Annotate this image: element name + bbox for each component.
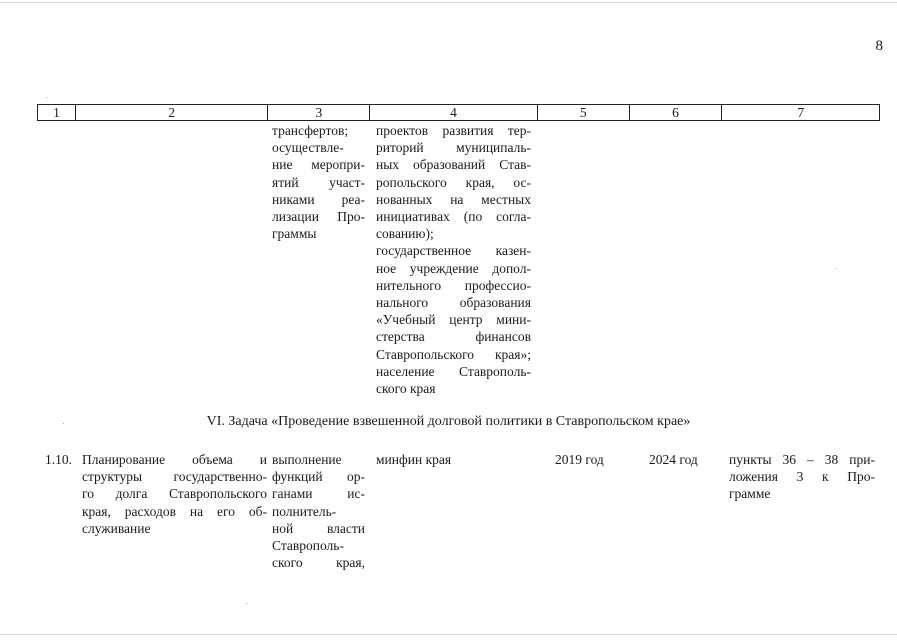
scan-edge-bottom <box>0 634 897 635</box>
scan-edge-top <box>0 2 897 3</box>
header-col-5: 5 <box>538 105 630 120</box>
page-number: 8 <box>875 38 883 54</box>
section-title: VI. Задача «Проведение взвешенной долговой политики в Ставропольском крае» <box>206 414 691 429</box>
row-number: 1.10. <box>45 452 72 467</box>
continuation-col3: трансфертов; осуществле- ние меропри- ятий участ- никами реа- лизации Про- граммы <box>272 123 365 242</box>
scan-speck <box>46 97 47 98</box>
row-col3-executor: выполнение функций ор- ганами ис- полнитель- ной власти Ставрополь- ского края, <box>272 452 365 571</box>
header-col-2: 2 <box>76 105 269 120</box>
scan-speck <box>246 603 247 604</box>
continuation-col4: проектов развития тер- риторий муниципаль- ных образований Став- ропольского края, ос- нованных на местных инициативах (по согла- сованию); государственное казен- ное учреждение допол- нительного профессио- нального образования «Учебный центр мини- стерства финансов Ставропольского края»; население Ставрополь- ского края <box>376 123 531 397</box>
scan-speck <box>836 268 837 269</box>
row-col4-responsible: минфин края <box>376 452 452 467</box>
row-col6-end-year: 2024 год <box>649 452 698 467</box>
table-header-row <box>37 104 880 121</box>
header-col-1: 1 <box>38 105 76 120</box>
row-col2-description: Планирование объема и структуры государственно- го долга Ставропольского края, расходов на его об- служивание <box>82 452 267 536</box>
row-col7-reference: пункты 36 – 38 при- ложения 3 к Про- грамме <box>729 452 875 502</box>
header-col-4: 4 <box>370 105 538 120</box>
header-col-6: 6 <box>630 105 723 120</box>
header-col-3: 3 <box>268 105 370 120</box>
row-col5-start-year: 2019 год <box>555 452 604 467</box>
header-col-7: 7 <box>797 105 805 120</box>
